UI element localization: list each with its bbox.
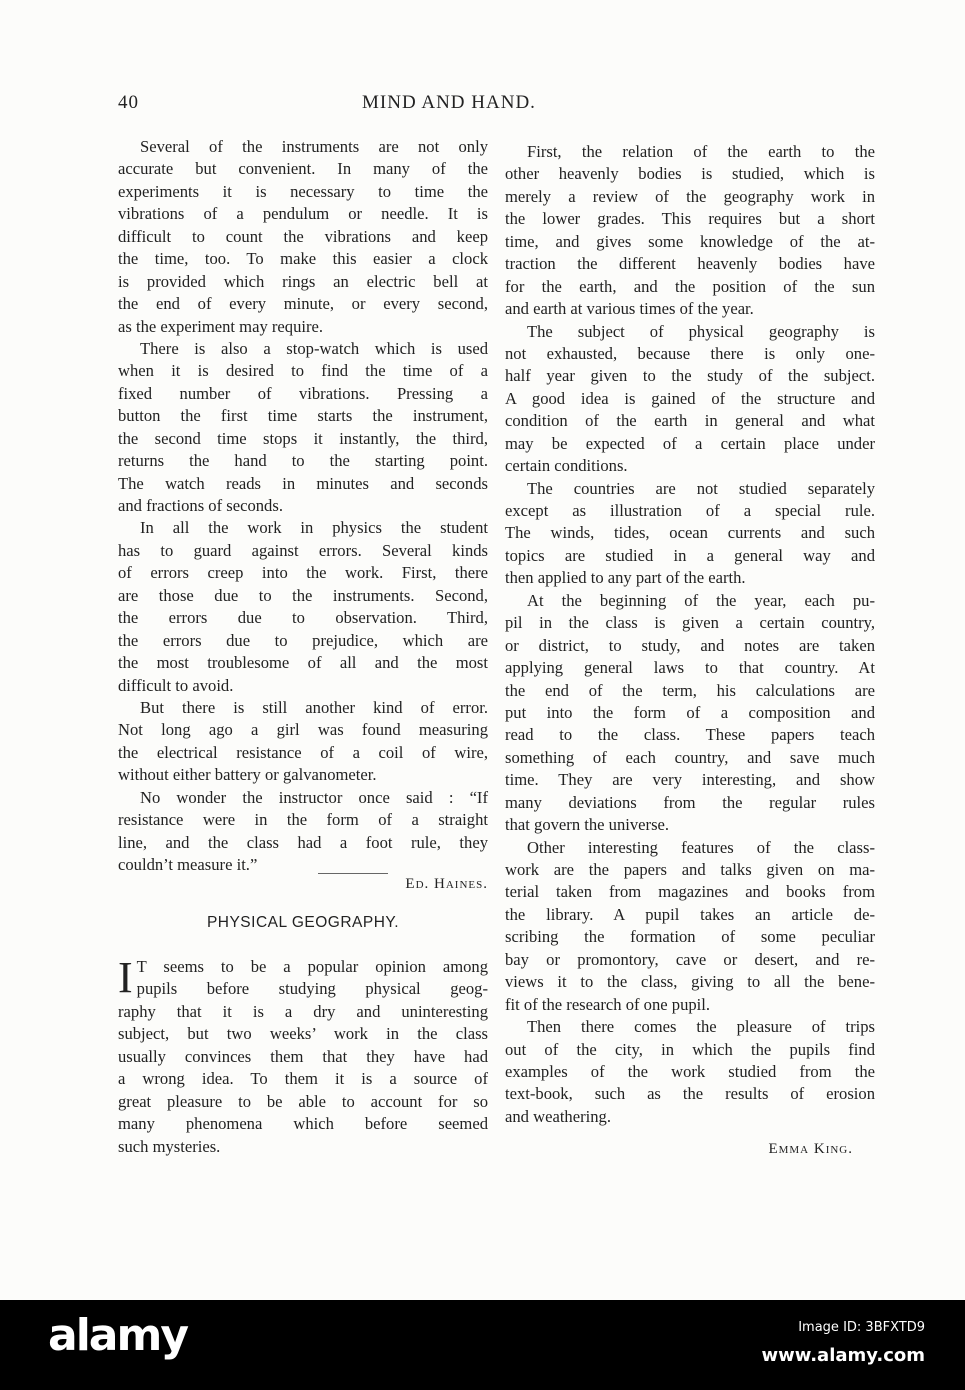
image-id: Image ID: 3BFXTD9 xyxy=(798,1320,925,1335)
text-line: and weathering. xyxy=(505,1106,611,1126)
text-line: The countries are not studied separately xyxy=(527,478,875,498)
text-line: Several of the instruments are not only xyxy=(140,137,488,156)
text-line: vibrations of a pendulum or needle. It is xyxy=(118,204,488,224)
section-heading: PHYSICAL GEOGRAPHY. xyxy=(206,914,400,931)
signature: Emma King. xyxy=(768,1141,853,1157)
text-line: then applied to any part of the earth. xyxy=(505,568,746,588)
text-line: the time, too. To make this easier a clock xyxy=(118,249,488,269)
text-line: the errors due to observation. Third, xyxy=(118,608,488,628)
text-line: The winds, tides, ocean currents and such xyxy=(505,523,875,543)
text-line: The subject of physical geography is xyxy=(527,321,875,341)
text-line: out of the city, in which the pupils find xyxy=(505,1039,875,1059)
text-line: work are the papers and talks given on ma- xyxy=(505,860,875,879)
text-line: the end of every minute, or every second, xyxy=(118,294,488,314)
text-line: But there is still another kind of error. xyxy=(140,697,488,717)
text-line: The watch reads in minutes and seconds xyxy=(118,473,488,493)
text-line: In all the work in physics the student xyxy=(140,518,488,538)
text-line: has to guard against errors. Several kinds xyxy=(118,540,488,560)
text-line: is provided which rings an electric bell at xyxy=(118,271,488,291)
text-line: the second time stops it instantly, the third, xyxy=(118,428,488,448)
text-line: raphy that it is a dry and uninteresting xyxy=(118,1001,488,1021)
text-line: that govern the universe. xyxy=(505,815,670,835)
text-line: condition of the earth in general and what xyxy=(505,411,875,431)
running-title: MIND AND HAND. xyxy=(362,92,536,113)
text-line: text-book, such as the results of erosion xyxy=(505,1084,875,1104)
text-line: subject, but two weeks’ work in the class xyxy=(118,1024,488,1044)
text-line: pupils before studying physical geog- xyxy=(136,979,488,999)
text-line: half year given to the study of the subject. xyxy=(505,366,875,386)
text-line: for the earth, and the position of the sun xyxy=(505,276,875,296)
signature-king xyxy=(505,1138,875,1160)
text-line: may be expected of a certain place under xyxy=(505,433,875,453)
text-line: of errors creep into the work. First, there xyxy=(118,563,488,583)
text-line: There is also a stop-watch which is used xyxy=(140,338,488,358)
text-line: First, the relation of the earth to the xyxy=(527,142,875,161)
text-line: such mysteries. xyxy=(118,1136,221,1156)
page-number: 40 xyxy=(118,92,139,113)
text-line: are those due to the instruments. Second, xyxy=(118,585,488,605)
text-line: the lower grades. This requires but a short xyxy=(505,209,875,229)
text-line: applying general laws to that country. At xyxy=(505,658,875,678)
text-line: fit of the research of one pupil. xyxy=(505,994,711,1014)
text-line: difficult to avoid. xyxy=(118,675,234,695)
text-line: time, and gives some knowledge of the at- xyxy=(505,231,875,251)
text-line: time. They are very interesting, and show xyxy=(505,770,875,790)
text-line: accurate but convenient. In many of the xyxy=(118,159,488,179)
text-line: the errors due to prejudice, which are xyxy=(118,630,488,650)
text-line: usually convinces them that they have had xyxy=(118,1046,488,1066)
text-line: as the experiment may require. xyxy=(118,316,324,336)
text-line: read to the class. These papers teach xyxy=(505,725,875,745)
text-line: returns the hand to the starting point. xyxy=(118,451,488,471)
text-line: a wrong idea. To them it is a source of xyxy=(118,1069,488,1089)
text-line: other heavenly bodies is studied, which is xyxy=(505,164,875,184)
text-line: without either battery or galvanometer. xyxy=(118,765,377,785)
watermark-url: www.alamy.com xyxy=(761,1345,925,1366)
text-line: At the beginning of the year, each pu- xyxy=(527,590,875,610)
text-line: couldn’t measure it.” xyxy=(118,855,258,874)
alamy-logo: alamy xyxy=(48,1310,187,1361)
text-line: A good idea is gained of the structure and xyxy=(505,388,875,408)
text-line: bay or promontory, cave or desert, and re- xyxy=(505,949,875,969)
text-line: the electrical resistance of a coil of wire, xyxy=(118,742,488,762)
right-column xyxy=(505,141,875,1128)
text-line: No wonder the instructor once said : “If xyxy=(140,787,488,807)
text-line: topics are studied in a general way and xyxy=(505,545,875,565)
text-line: experiments it is necessary to time the xyxy=(118,181,488,201)
text-line: pil in the class is given a certain country, xyxy=(505,613,875,633)
text-line: many phenomena which before seemed xyxy=(118,1114,488,1134)
text-line: the end of the term, his calculations are xyxy=(505,680,875,700)
text-line: difficult to count the vibrations and keep xyxy=(118,226,488,246)
text-line: fixed number of vibrations. Pressing a xyxy=(118,383,488,403)
text-line: Then there comes the pleasure of trips xyxy=(527,1017,875,1037)
text-line: Not long ago a girl was found measuring xyxy=(118,720,488,740)
text-line: the library. A pupil takes an article de- xyxy=(505,904,875,924)
text-line: something of each country, and save much xyxy=(505,747,875,767)
text-line: the most troublesome of all and the most xyxy=(118,653,488,673)
text-line: and earth at various times of the year. xyxy=(505,299,754,319)
text-line: when it is desired to find the time of a xyxy=(118,361,488,381)
text-line: terial taken from magazines and books from xyxy=(505,882,875,902)
text-line: except as illustration of a special rule. xyxy=(505,501,875,520)
geography-intro xyxy=(118,953,488,1158)
text-line: button the first time starts the instrument, xyxy=(118,406,488,426)
text-line: put into the form of a composition and xyxy=(505,702,875,722)
text-line: or district, to study, and notes are taken xyxy=(505,635,875,655)
text-line: great pleasure to be able to account for so xyxy=(118,1091,488,1111)
signature-haines xyxy=(118,873,488,895)
text-line: line, and the class had a foot rule, they xyxy=(118,832,488,852)
watermark-banner xyxy=(0,1300,965,1390)
text-line: resistance were in the form of a straight xyxy=(118,810,488,830)
text-line: not exhausted, because there is only one- xyxy=(505,343,875,363)
text-line: Other interesting features of the class- xyxy=(527,837,875,857)
text-line: and fractions of seconds. xyxy=(118,496,283,515)
text-line: views it to the class, giving to all the bene- xyxy=(505,972,875,992)
text-line: scribing the formation of some peculiar xyxy=(505,927,875,947)
text-line: T seems to be a popular opinion among xyxy=(136,957,488,976)
text-line: merely a review of the geography work in xyxy=(505,186,875,206)
signature: Ed. Haines. xyxy=(405,876,488,892)
text-line: traction the different heavenly bodies have xyxy=(505,254,875,274)
text-line: examples of the work studied from the xyxy=(505,1061,875,1081)
text-line: many deviations from the regular rules xyxy=(505,792,875,812)
drop-cap: I xyxy=(118,953,133,1002)
text-line: certain conditions. xyxy=(505,456,628,476)
left-column xyxy=(118,136,488,876)
